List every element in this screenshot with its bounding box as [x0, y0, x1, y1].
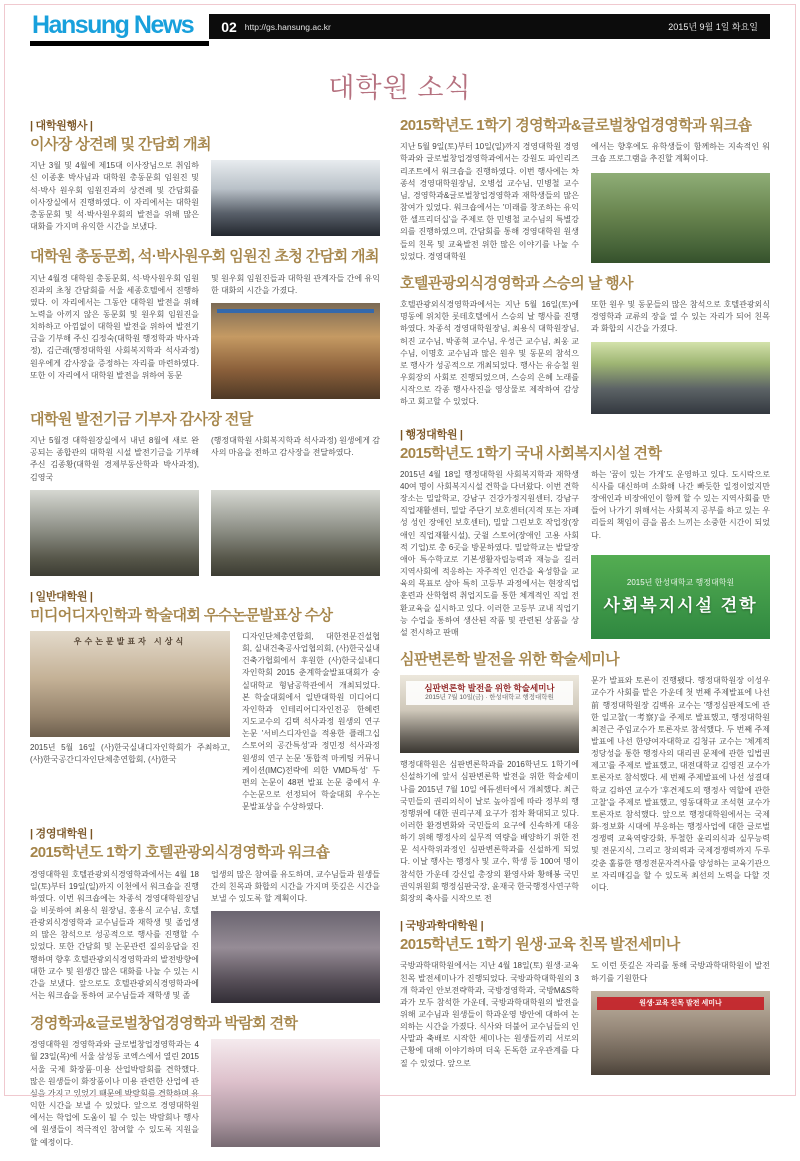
photo-workshop-hall: [211, 911, 380, 1003]
photo-row: [30, 490, 380, 576]
article-mediadesign-award: [30, 588, 380, 814]
article-text-col2: 업생의 많은 참여를 유도하며, 교수님들과 원생들간의 친목과 화합의 시간을 가지며 뜻깊은 시간을 보낼 수 있도록 할 계획이다.: [211, 869, 380, 903]
article-text-col1: 호텔관광외식경영학과에서는 지난 5월 16일(토)에 명동에 위치한 롯데호텔에서 스승의 날 행사를 진행하였다. 차종석 경영대학원장님, 최용식 대학원장님, 허진 교수님, 박종혁 교수님, 우성근 교수님, 최웅 교수님, 이명호 교수님과 많은 원우 및 동문의 참석으로 행사가 성공적으로 개최되었다. 행사는 유승철 원우회장의 사회로 진행되었으며, 스승의 은혜 노래를 시작으로 각종 행사사진을 영상물로 제작하여 감상하고 회고할 수 있었다.: [400, 300, 579, 407]
section-kicker: | 대학원행사 |: [30, 120, 93, 132]
article-text-col2: 문가 발표와 토론이 진행됐다. 행정대학원장 이성우 교수가 사회를 맡은 가운데 첫 번째 주제발표에 나선 前 행정대학원장 김백유 교수는 '행정심판제도에 관한 일고찰(一考察)'을 주제로 발표했고, 행정대학원 최전근 주임교수가 토론자로 참석했다. 두 번째 주제발표에 나선 한양여자대학교 김청규 교수는 '체계적 정당성을 통한 행정사의 대리권 문제에 관한 입법권 제고'를 주제로 발표했고, 대전대학교 김영진 교수가 토론자로 참석했다. 세 번째 주제발표에 나선 성결대학교 김하연 교수가 '후견제도의 행정사 역할에 관한 고찰'을 주제로 발표했고, 영동대학교 조석현 교수가 토론자로 참석했다. 앞으로 행정대학원에서는 국제화·정보화 시대에 부응하는 행정사업에 대한 글로벌 경쟁력 교육역량강화, 투철한 윤리의식과 실무능력 및 전문지식, 그리고 창의력과 국제경쟁력까지 두루 갖춘 훌륭한 행정전문자격사를 양성하는 교육기관으로 자리매김을 할 수 있도록 최선의 노력을 다할 것이다.: [591, 676, 770, 892]
article-media: [211, 1039, 380, 1148]
photo-banner-strip: [217, 309, 374, 313]
masthead: [30, 10, 770, 46]
left-column: [30, 117, 380, 1161]
article-text-col1: 지난 5월경 대학원장실에서 내년 8월에 새로 완공되는 종합관의 대학원 시설 발전기금을 기부해주신 김종황(대학원 경제부동산학과 박사과정), 김영국: [30, 436, 199, 482]
article-defense-seminar: [400, 917, 770, 1075]
article-donation-award: [30, 411, 380, 576]
article-title: 2015학년도 1학기 원생·교육 친목 발전세미나: [400, 936, 680, 954]
article-col2: [591, 960, 770, 1074]
article-media-col: [30, 631, 230, 813]
article-text-col2: 하는 '꿈이 있는 가게'도 운영하고 있다. 도시락으로 식사를 대신하며 소화해 나간 빠듯한 일정이었지만 장애인과 비장애인이 함께 할 수 있는 지역사회를 만들어 나가기 위해서는 사회복지 공부를 하고 있는 우리들의 책임이 큼을 몸소 느끼는 소중한 시간이 되었다.: [591, 469, 770, 540]
newspaper-logo: Hansung News: [32, 11, 194, 39]
article-text-col2: 및 원우회 임원진들과 대학원 관계자들 간에 유익한 대화의 시간을 가졌다.: [211, 273, 380, 295]
article-title: 경영학과&글로벌창업경영학과 박람회 견학: [30, 1015, 298, 1032]
article-text-col2: 또한 원우 및 동문들의 많은 참석으로 호텔관광외식경영학과 교류의 장을 열 수 있는 자리가 되어 친목과 화합의 시간을 가졌다.: [591, 300, 770, 334]
article-text-col1: 국방과학대학원에서는 지난 4월 18일(토) 원생·교육 친목 발전세미나가 진행되었다. 국방과학대학원의 3개 학과인 안보전략학과, 국방경영학과, 국방M&S학과가 모두 참석한 가운데, 국방과학대학원의 발전을 위해 교수님과 원생들이 학과운영 방안에 대하여 논의하는 시간을 가졌다. 식사와 더불어 교수님들의 인사말과 축배로 시작한 세미나는 원생들끼리 서로의 근황에 대해 이야기하며 더욱 돈독한 교우관계를 다질 수 있었다. 앞으로: [400, 961, 579, 1068]
article-body: [400, 675, 770, 905]
article-text-col2: (행정대학원 사회복지학과 석사과정) 원생에게 감사의 마음을 전하고 감사장을 전달하였다.: [211, 436, 380, 458]
article-text-col1: 행정대학원은 심판변론학과를 2016학년도 1학기에 신설하기에 앞서 심판변론학 발전을 위한 학술세미나를 2015년 7월 10일 에듀센터에서 개최했다. 최근 국민들의 권리의식이 날로 높아짐에 따라 정부의 행정행위에 대한 권리구제 요구가 점차 확대되고 있다. 이러한 환경변화와 국민들의 요구에 신속하게 대응하기 위해 행정사의 실무적 역량을 배양하기 위한 전문 석사학위과정인 심판변론학과를 신설하게 되었다. 이날 행사는 행정사 및 교수, 학생 등 100여 명이 참석한 가운데 강신일 총장의 환영사와 황해봉 국민권익위원회 행정심판국장, 윤재국 한국행정사연구학회장의 축사를 시작으로 전: [400, 760, 579, 903]
article-chairman-meeting: [30, 117, 380, 236]
article-col2: [211, 869, 380, 1003]
article-col2: [591, 141, 770, 263]
article-welfare-tour: [400, 426, 770, 639]
article-expo-visit: [30, 1015, 380, 1149]
photo-award-ceremony: [30, 631, 230, 737]
article-col2: [211, 273, 380, 399]
section-kicker: | 국방과학대학원 |: [400, 920, 484, 933]
article-text-col2: 도 이런 뜻깊은 자리를 통해 국방과학대학원이 발전하기를 기원한다: [591, 961, 770, 983]
article-media: [211, 160, 380, 236]
section-kicker: | 일반대학원 |: [30, 590, 93, 603]
article-body: [30, 1039, 380, 1148]
site-url: http://gs.hansung.ac.kr: [244, 21, 331, 32]
article-col2: [591, 299, 770, 413]
photo-chairman-group: [211, 160, 380, 236]
photo-banner-main: 사회복지시설 견학: [603, 596, 758, 616]
photo-banner-title: 심판변론학 발전을 위한 학술세미나: [424, 683, 555, 694]
article-text: 디자인단체총연합회, 대한전문건설협회, 실내건축공사업협의회, (사)한국실내건축가협회에서 후원한 (사)한국실내디자인학회 2015 춘계학술발표대회가 숭실대학교 형남공학관에서 개최되었다. 본 학술대회에서 일반대학원 미디어디자인학과 인테리어디자인전공 한혜련 지도교수의 김택 석사과정 원생의 연구 논문 '서비스디자인을 적용한 플래그십 스토어의 공간특성'과 정민정 석사과정 원생의 연구 논문 '통합적 마케팅 커뮤니케이션(IMC)전략에 의한 VMD특성' 두 편의 논문이 48편 발표 논문 중에서 우수논문으로 선정되어 학술대회 우수논문발표상을 수상하였다.: [242, 631, 380, 812]
article-title: 대학원 발전기금 기부자 감사장 전달: [30, 410, 253, 428]
article-title: 2015학년도 1학기 호텔관광외식경영학과 워크숍: [30, 844, 330, 862]
article-body: [30, 435, 380, 484]
article-body: [400, 299, 770, 413]
page-number: 02: [221, 18, 237, 35]
photo-award-handover-1: [30, 490, 199, 576]
article-adjudication-seminar: [400, 651, 770, 905]
masthead-bar: [209, 14, 770, 39]
article-col2: [591, 469, 770, 639]
article-text-col2: 에서는 향후에도 유학생들이 함께하는 지속적인 워크숍 프로그램을 추진할 계획이다.: [591, 142, 770, 164]
photo-banner-sub: 2015년 한성대학교 행정대학원: [626, 578, 735, 588]
article-title: 대학원 총동문회, 석·박사원우회 임원진 초청 간담회 개최: [30, 248, 379, 266]
article-text-col1: 경영대학원 호텔관광외식경영학과에서는 4월 18일(토)부터 19일(일)까지 이천에서 워크숍을 진행하였다. 이번 워크숍에는 차종석 경영대학원장님을 비롯하여 최용식 원장님, 홍용식 교수님, 호텔관광외식경영학과 교수님들과 재학생 및 졸업생의 많은 참석으로 성공적으로 행사를 진행할 수 있었다. 또한 간담회 및 논문관련 질의응답을 진행하며 향후 호텔관광외식경영학과의 발전방향에 대한 교수 및 원생간 많은 대화를 나눌 수 있는 시간을 보냈다. 앞으로도 호텔관광외식경영학과에서는 워크숍을 통하여 교수님들과 재학생 및 졸: [30, 869, 199, 1001]
photo-defense-seminar: [591, 991, 770, 1075]
photo-hotel-roundtable: [211, 303, 380, 399]
article-text-col1: 지난 5월 9일(토)부터 10일(일)까지 경영대학원 경영학과와 글로벌창업경영학과에서는 강원도 파인리즈리조트에서 워크숍을 진행하였다. 이번 행사에는 차종석 경영대학원장님, 오병섭 교수님, 민병철 교수님, 경영학과&글로벌창업경영학과 재학생들의 많은 참여가 있었다. 워크숍에서는 '미래를 창조하는 유익한 셀프리더십'을 주제로 한 민병철 교수님의 특별강의를 진행하였으며, 간담회를 통해 경영대학원 원생들의 친목 및 교육발전 위한 많은 이야기를 나눌 수 있었다. 경영대학원: [400, 142, 579, 261]
article-body: [30, 160, 380, 236]
article-title: 호텔관광외식경영학과 스승의 날 행사: [400, 274, 633, 292]
photo-seminar-panel: [400, 675, 579, 753]
article-body: [30, 869, 380, 1003]
article-title: 2015학년도 1학기 경영학과&글로벌창업경영학과 워크숍: [400, 117, 752, 134]
right-column: [400, 117, 770, 1161]
article-body: [30, 273, 380, 399]
article-teachers-day: [400, 275, 770, 414]
photo-welfare-banner: [591, 555, 770, 639]
article-text: 경영대학원 경영학과와 글로벌창업경영학과는 4월 23일(목)에 서울 삼성동 코엑스에서 열린 2015 서울 국제 화장품·미용 산업박람회를 견학했다. 많은 원생들이 화장품이나 미용 관련한 산업에 관심을 가지고 있었기 때문에 박람회를 견학하며 유익한 시간을 보낼 수 있었다. 앞으로 경영대학원에서는 학업에 도움이 될 수 있는 박람회나 행사에 원생들이 적극적인 참여할 수 있도록 지원을 할 예정이다.: [30, 1040, 200, 1147]
article-body: [400, 141, 770, 263]
article-alumni-roundtable: [30, 248, 380, 399]
page-title: 대학원 소식: [328, 73, 472, 103]
article-title: 이사장 상견례 및 간담회 개최: [30, 136, 211, 153]
article-title: 2015학년도 1학기 국내 사회복지시설 견학: [400, 444, 662, 462]
photo-resort-group: [591, 173, 770, 263]
article-body: [400, 960, 770, 1074]
photo-banner: 원생·교육 친목 발전 세미나: [597, 997, 764, 1010]
photo-banner-sub: 2015년 7월 10일(금) · 한성대학교 행정대학원: [425, 694, 554, 702]
photo-banner: [406, 681, 573, 704]
photo-caption: 2015년 5월 16일 (사)한국실내디자인학회가 주최하고, (사)한국공간디자인단체총연합회, (사)한국: [30, 742, 230, 764]
content-columns: [30, 117, 770, 1161]
article-text-col1: 2015년 4월 18일 행정대학원 사회복지학과 재학생 40여 명이 사회복지시설 견학을 다녀왔다. 이번 견학장소는 밀알학교, 강남구 건강가정지원센터, 강남구 직업재활센터, 밀알 주단기 보호센터(지적 또는 자폐성 성인 장애인 보호센터), 밀알 그린보호 작업장(장애인 직업재활시설), 굿윌 스토어(장애인 고용 사회적 기업)로 총 6곳을 방문하였다. 밀알학교는 발달장애아 특수학교로 기본생활자립능력과 재능을 길러 지역사회에 적응하는 자주적인 인간을 육성함을 교육의 목표로 삼아 특히 고등부 과정에서는 현장직업 훈련과 산학협력 취업지도를 통한 체계적인 직업 전환교육을 실시하고 있다. 이러한 고등부 교내 직업기능 수업을 통하여 생산된 작품 및 관련된 상품을 상설 전시하고 판매: [400, 469, 580, 637]
article-mba-workshop: [400, 117, 770, 263]
photo-award-handover-2: [211, 490, 380, 576]
photo-expo-group: [211, 1039, 380, 1147]
article-text: 지난 3월 및 4월에 제15대 이사장님으로 취임하신 이종훈 박사님과 대학원 총동문회 임원진 및 석·박사 원우회 임원진과의 상견례 및 간담회를 이사장실에서 진행하였다. 이 자리에서는 대학원 총동문회 및 석·박사원우회의 발전을 위해 많은 대화를 가지며 유익한 시간을 보냈다.: [30, 161, 199, 232]
issue-date: 2015년 9월 1일 화요일: [668, 22, 758, 32]
logo-box: [30, 10, 209, 46]
article-title: 심판변론학 발전을 위한 학술세미나: [400, 650, 620, 668]
article-col1: [400, 675, 579, 905]
photo-teachers-day-banquet: [591, 342, 770, 414]
article-title: 미디어디자인학과 학술대회 우수논문발표상 수상: [30, 606, 333, 624]
article-body: [400, 469, 770, 639]
photo-banner-text: 우수논문발표자 시상식: [73, 636, 187, 646]
article-text-col1: 지난 4월경 대학원 총동문회, 석·박사원우회 임원진과의 초청 간담회를 서울 세종호텔에서 진행하였다. 이 자리에서는 그동안 대학원 발전을 위해 노력을 아끼지 않은 동문회 및 원우회 임원진을 치하하고 아낌없이 대학원 발전을 위하여 발전기금을 기부해 주신 김정숙(대학원 행정학과 박사과정), 김근래(행정대학원 사회복지학과 석사과정) 원우에게 감사장을 증정하는 자리를 마련하였다. 또한 이 자리에서 대학원 발전을 위하여 동문: [30, 273, 199, 380]
section-kicker: | 행정대학원 |: [400, 428, 463, 441]
article-hotel-workshop: [30, 825, 380, 1003]
section-kicker: | 경영대학원 |: [30, 828, 93, 841]
article-body: [30, 631, 380, 813]
